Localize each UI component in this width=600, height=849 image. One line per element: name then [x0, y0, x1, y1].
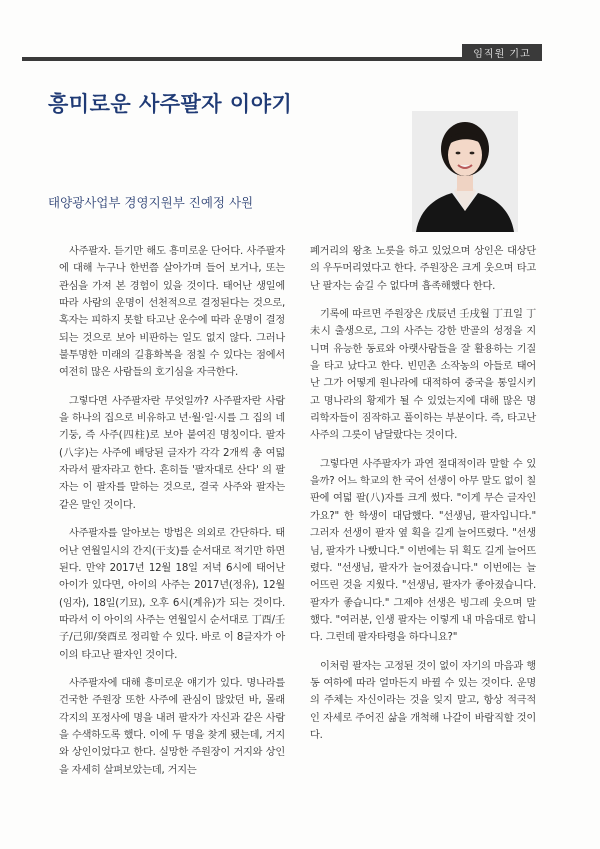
body-paragraph: 그렇다면 사주팔자란 무엇일까? 사주팔자란 사람을 하나의 집으로 비유하고 년·월·일·시를 그 집의 네 기둥, 즉 사주(四柱)로 보아 붙여진 명칭이다. 팔자(八字)는 사주에 배당된 글자가 각각 2개씩 총 여덟 자라서 팔자라고 한다. 흔히들 '팔자대로 산다' 의 팔자는 이 팔자를 말하는 것으로, 결국 사주와 팔자는 같은 말인 것이다. [59, 395, 285, 511]
article-title: 흥미로운 사주팔자 이야기 [48, 92, 293, 116]
article-column-right [310, 243, 536, 755]
body-paragraph: 이처럼 팔자는 고정된 것이 없이 자기의 마음과 행동 여하에 따라 얼마든지 바뀔 수 있는 것이다. 운명의 주체는 자신이라는 것을 잊지 말고, 항상 적극적인 자세로 주어진 삶을 개척해 나갈이 바람직할 것이다. [310, 660, 536, 741]
author-byline: 태양광사업부 경영지원부 진예정 사원 [48, 195, 254, 210]
author-photo [412, 111, 518, 232]
body-paragraph: 폐거리의 왕초 노릇을 하고 있었으며 상인은 대상단의 우두머리였다고 한다. 주원장은 크게 웃으며 타고난 팔자는 숨길 수 없다며 흡족해했다 한다. [310, 246, 536, 292]
body-paragraph: 사주팔자. 듣기만 해도 흥미로운 단어다. 사주팔자에 대해 누구나 한번쯤 살아가며 들어 보거나, 또는 관심을 가져 본 경험이 있을 것이다. 태어난 생일에 따라 사람의 운명이 선천적으로 결정된다는 것으로, 혹자는 피하지 못할 타고난 운수에 따라 운명이 결정되는 것으로 보아 비판하는 일도 없지 않다. 그러나 불투명한 미래의 길흉화복을 점칠 수 있다는 점에서 여전히 많은 사람들의 호기심을 자극한다. [59, 246, 285, 379]
body-paragraph: 그렇다면 사주팔자가 과연 절대적이라 말할 수 있을까? 어느 학교의 한 국어 선생이 아무 말도 없이 칠판에 여덟 팔(八)자를 크게 썼다. "이게 무슨 글자인가요?" 한 학생이 대답했다. "선생님, 팔자입니다." 그러자 선생이 팔자 옆 획을 길게 늘어뜨렸다. "선생님, 팔자가 나빴니다." 이번에는 뒤 획도 길게 늘어뜨렸다. "선생님, 팔자가 늘어졌습니다." 이번에는 늘어뜨린 것을 지웠다. "선생님, 팔자가 좋아졌습니다. 팔자가 좋습니다." 그제야 선생은 빙그레 웃으며 말했다. "여러분, 인생 팔자는 이렇게 내 마음대로 합니다. 그런데 팔자타령을 하다니요?" [310, 458, 536, 644]
section-label: 임직원 기고 [462, 44, 542, 61]
body-paragraph: 사주팔자에 대해 흥미로운 얘기가 있다. 명나라를 건국한 주원장 또한 사주에 관심이 많았던 바, 몰래 각지의 포정사에 명을 내려 팔자가 자신과 같은 사람을 수색하도록 했다. 이에 두 명을 찾게 됐는데, 거지와 상인이었다고 한다. 실망한 주원장이 거지와 상인을 자세히 살펴보았는데, 거지는 [59, 677, 285, 776]
body-paragraph: 사주팔자를 알아보는 방법은 의외로 간단하다. 태어난 연월일시의 간지(干支)를 순서대로 적기만 하면 된다. 만약 2017년 12월 18일 저녁 6시에 태어난 아이가 있다면, 아이의 사주는 2017년(정유), 12월(임자), 18일(기묘), 오후 6시(계유)가 되는 것이다. 따라서 이 아이의 사주는 연월일시 순서대로 丁酉/壬子/己卯/癸酉로 정리할 수 있다. 바로 이 8글자가 아이의 타고난 팔자인 것이다. [59, 528, 285, 661]
article-column-left [59, 243, 285, 790]
body-paragraph: 기록에 따르면 주원장은 戊辰년 壬戌월 丁丑일 丁未시 출생으로, 그의 사주는 강한 반골의 성정을 지니며 유능한 동료와 아랫사람들을 잘 활용하는 기질을 타고 났다고 한다. 빈민촌 소작농의 아들로 태어난 그가 어떻게 원나라에 대적하여 중국을 통일시키고 명나라의 황제가 될 수 있었는지에 대해 많은 명리학자들이 짐작하고 풀이하는 부분이다. 즉, 타고난 사주의 그릇이 남달랐다는 것이다. [310, 309, 536, 442]
portrait-photo-icon [412, 111, 518, 232]
